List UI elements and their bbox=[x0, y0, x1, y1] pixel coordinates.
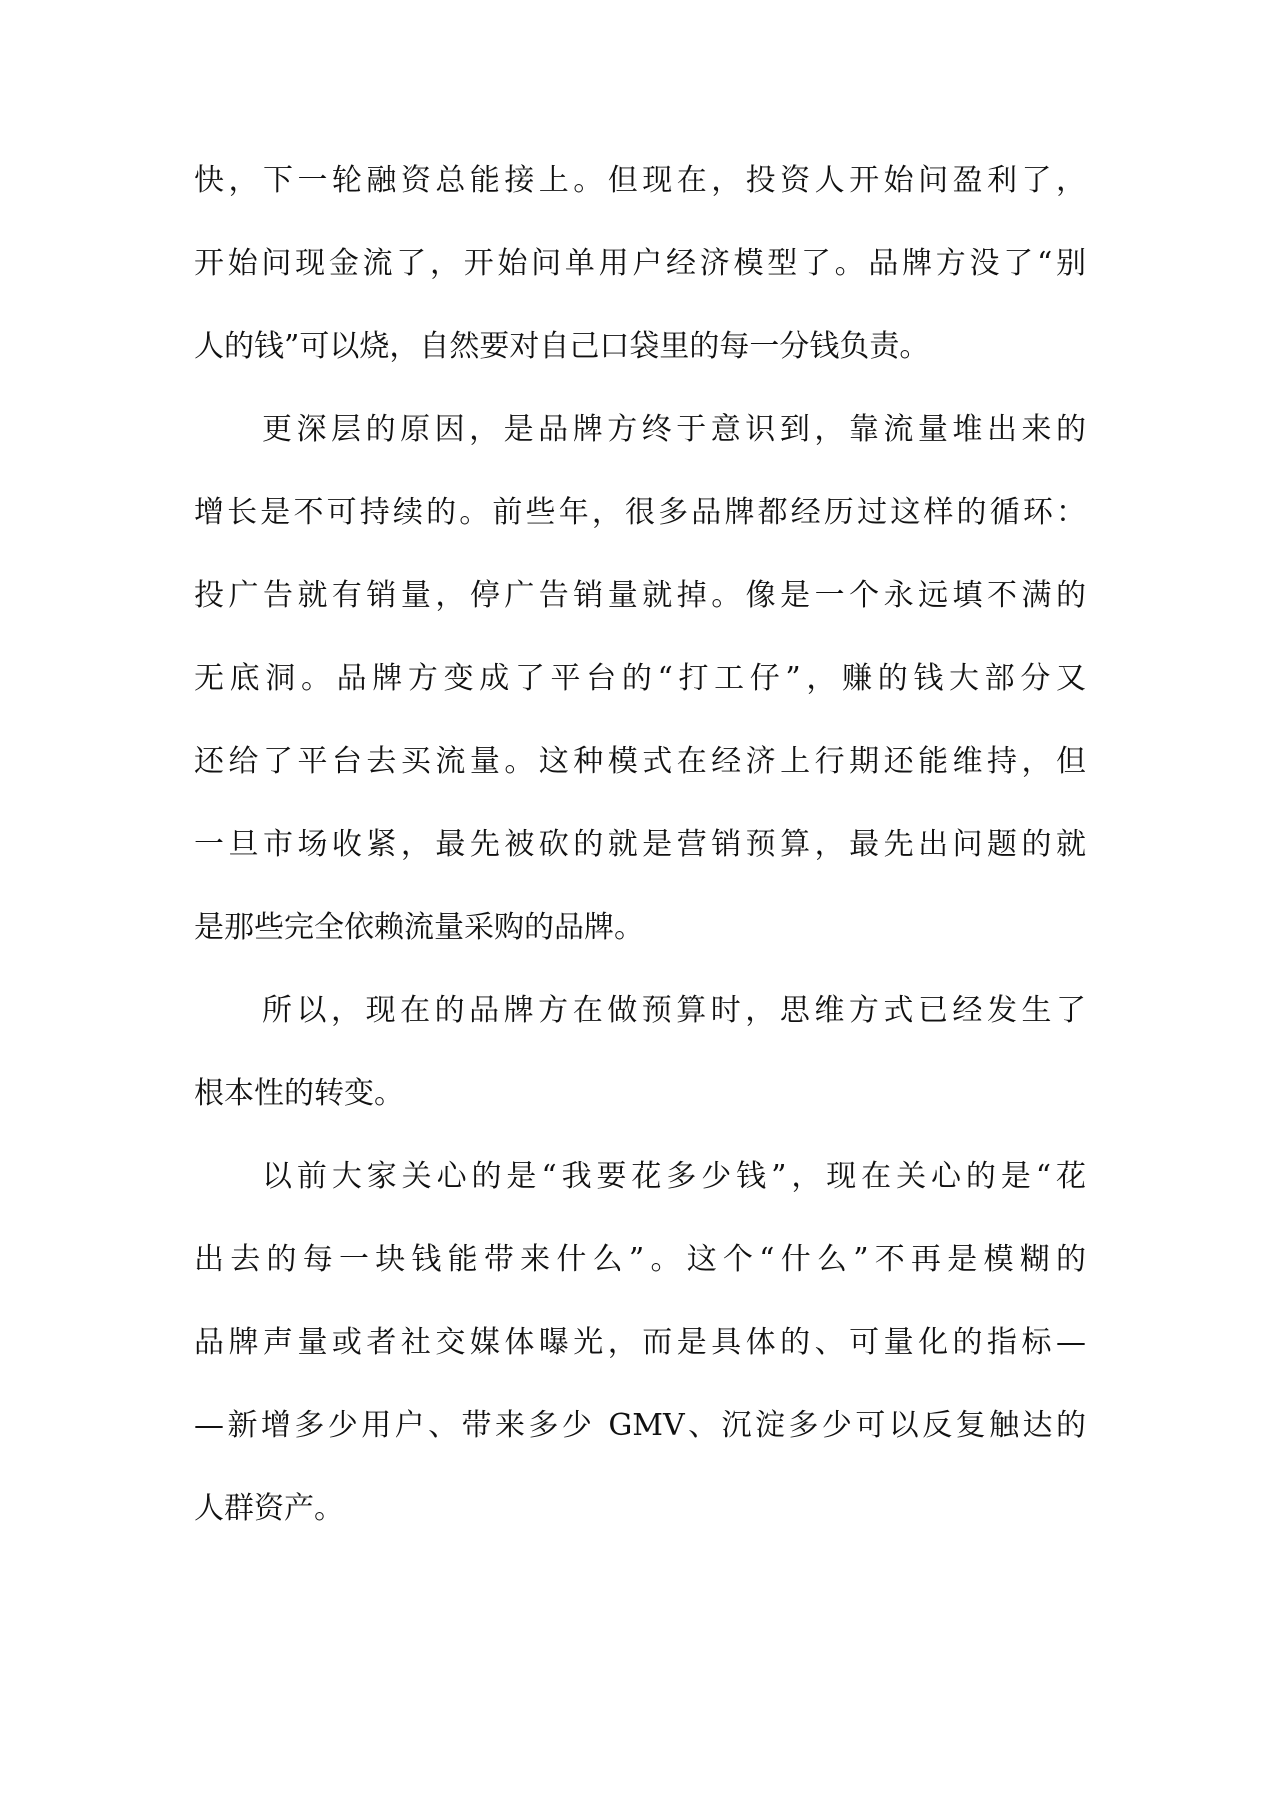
text-line: 开始问现金流了，开始问单用户经济模型了。品牌方没了“别 bbox=[194, 246, 1086, 281]
paragraph bbox=[194, 990, 1086, 1115]
text-line: 一旦市场收紧，最先被砍的就是营销预算，最先出问题的就 bbox=[194, 827, 1086, 862]
text-line: 出去的每一块钱能带来什么”。这个“什么”不再是模糊的 bbox=[194, 1242, 1086, 1277]
paragraph bbox=[194, 160, 1086, 368]
text-line: 是那些完全依赖流量采购的品牌。 bbox=[194, 910, 644, 945]
text-line: 更深层的原因，是品牌方终于意识到，靠流量堆出来的 bbox=[262, 412, 1086, 447]
text-line: 人群资产。 bbox=[194, 1491, 344, 1526]
paragraph bbox=[194, 1156, 1086, 1530]
text-line: 品牌声量或者社交媒体曝光，而是具体的、可量化的指标— bbox=[194, 1325, 1086, 1360]
text-line: 人的钱”可以烧，自然要对自己口袋里的每一分钱负责。 bbox=[194, 329, 930, 364]
text-line: 以前大家关心的是“我要花多少钱”，现在关心的是“花 bbox=[262, 1159, 1086, 1194]
text-line: 增长是不可持续的。前些年，很多品牌都经历过这样的循环： bbox=[194, 495, 1086, 530]
text-line: 所以，现在的品牌方在做预算时，思维方式已经发生了 bbox=[262, 993, 1086, 1028]
text-line: —新增多少用户、带来多少 GMV、沉淀多少可以反复触达的 bbox=[194, 1408, 1086, 1443]
text-line: 投广告就有销量，停广告销量就掉。像是一个永远填不满的 bbox=[194, 578, 1086, 613]
text-line: 快，下一轮融资总能接上。但现在，投资人开始问盈利了， bbox=[194, 163, 1086, 198]
body-text bbox=[194, 160, 1086, 1530]
paragraph bbox=[194, 409, 1086, 949]
text-line: 还给了平台去买流量。这种模式在经济上行期还能维持，但 bbox=[194, 744, 1086, 779]
text-line: 无底洞。品牌方变成了平台的“打工仔”，赚的钱大部分又 bbox=[194, 661, 1086, 696]
text-line: 根本性的转变。 bbox=[194, 1076, 404, 1111]
